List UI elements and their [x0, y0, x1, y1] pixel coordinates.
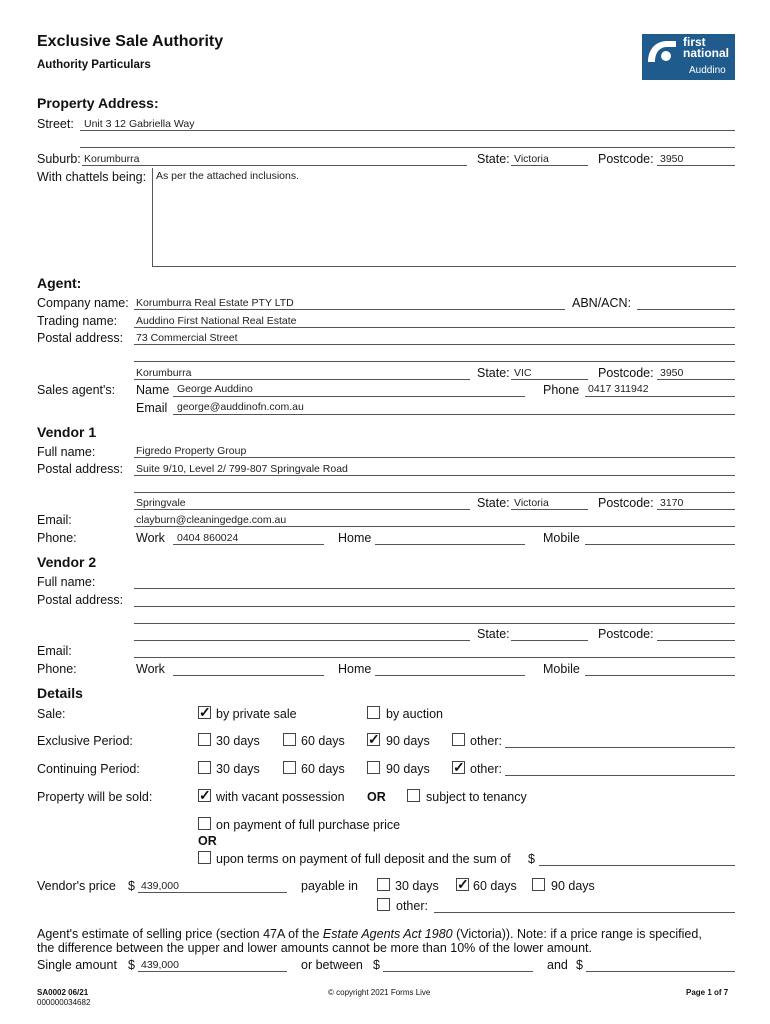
- street-label: Street:: [37, 117, 74, 131]
- continuing-other-label: other:: [470, 762, 502, 776]
- state-line: [511, 165, 588, 166]
- auction-checkbox[interactable]: [367, 706, 380, 719]
- private-sale-checkbox[interactable]: ✓: [199, 704, 211, 720]
- tenancy-label: subject to tenancy: [426, 790, 527, 804]
- agent-postal-label: Postal address:: [37, 331, 124, 345]
- company-line: [134, 309, 565, 310]
- agent-postal-line: [134, 344, 735, 345]
- vendor1-fullname-line: [134, 457, 735, 458]
- trading-field[interactable]: Auddino First National Real Estate: [136, 315, 297, 327]
- vendor1-postcode-label: Postcode:: [598, 496, 654, 510]
- exclusive-30-checkbox[interactable]: [198, 733, 211, 746]
- vendor2-fullname-label: Full name:: [37, 575, 96, 589]
- exclusive-90-checkbox[interactable]: ✓: [368, 731, 380, 747]
- exclusive-60-checkbox[interactable]: [283, 733, 296, 746]
- agent-phone-field[interactable]: 0417 311942: [588, 383, 649, 395]
- vendor1-home-label: Home: [338, 531, 372, 545]
- payable-60-checkbox[interactable]: ✓: [457, 876, 469, 892]
- continuing-30-checkbox[interactable]: [198, 761, 211, 774]
- between-label: or between: [301, 958, 363, 972]
- details-heading: Details: [37, 685, 83, 701]
- between-high-line[interactable]: [586, 971, 735, 972]
- agent-postal-line-2: [134, 361, 735, 362]
- vendor1-state-line: [511, 509, 588, 510]
- vendor2-suburb-line[interactable]: [134, 640, 470, 641]
- estimate-text-b: (Victoria)). Note: if a price range is specified,: [452, 927, 702, 941]
- agent-state-line: [511, 379, 588, 380]
- agent-name-field[interactable]: George Auddino: [177, 383, 253, 395]
- vendor1-postcode-field[interactable]: 3170: [660, 497, 684, 509]
- vendor2-mobile-label: Mobile: [543, 662, 580, 676]
- terms-checkbox[interactable]: [198, 851, 211, 864]
- vendor1-mobile-line[interactable]: [585, 544, 735, 545]
- single-amount-dollar: $: [128, 958, 135, 972]
- exclusive-other-label: other:: [470, 734, 502, 748]
- vendor2-postcode-label: Postcode:: [598, 627, 654, 641]
- terms-dollar: $: [528, 852, 535, 866]
- form-id: 000000034682: [37, 998, 91, 1007]
- continuing-period-label: Continuing Period:: [37, 762, 140, 776]
- estimate-text-line1: [37, 927, 702, 941]
- trading-line: [134, 327, 735, 328]
- or-label: OR: [367, 790, 386, 804]
- single-amount-line: [138, 971, 287, 972]
- estimate-text-line2: the difference between the upper and lower amounts cannot be more than 10% of the lower amount.: [37, 941, 592, 955]
- single-amount-field[interactable]: 439,000: [141, 959, 179, 971]
- vendor-price-line: [138, 892, 287, 893]
- payable-30-label: 30 days: [395, 879, 439, 893]
- and-dollar: $: [576, 958, 583, 972]
- exclusive-other-line[interactable]: [505, 747, 735, 748]
- vendor-price-field[interactable]: 439,000: [141, 880, 179, 892]
- continuing-90-label: 90 days: [386, 762, 430, 776]
- between-low-line[interactable]: [383, 971, 533, 972]
- form-code: SA0002 06/21: [37, 988, 89, 997]
- vendor2-phone-label: Phone:: [37, 662, 77, 676]
- street-line: [80, 130, 735, 131]
- vendor1-postal-field[interactable]: Suite 9/10, Level 2/ 799-807 Springvale Road: [136, 463, 348, 475]
- vendor1-state-label: State:: [477, 496, 510, 510]
- street-line-2: [80, 147, 735, 148]
- payable-90-checkbox[interactable]: [532, 878, 545, 891]
- form-subtitle: Authority Particulars: [37, 59, 151, 71]
- vendor2-home-line[interactable]: [375, 675, 525, 676]
- agent-email-line: [173, 414, 735, 415]
- vacant-possession-checkbox[interactable]: ✓: [199, 787, 211, 803]
- payable-other-line[interactable]: [434, 912, 735, 913]
- single-amount-label: Single amount: [37, 958, 117, 972]
- abn-label: ABN/ACN:: [572, 296, 632, 310]
- logo-mark-icon: [645, 38, 679, 68]
- postcode-line: [657, 165, 735, 166]
- vendor1-email-field[interactable]: clayburn@cleaningedge.com.au: [136, 514, 287, 526]
- continuing-30-label: 30 days: [216, 762, 260, 776]
- logo-text-first: first: [683, 35, 706, 49]
- exclusive-60-label: 60 days: [301, 734, 345, 748]
- logo-text-national: national: [683, 46, 730, 60]
- vendor2-state-line[interactable]: [511, 640, 588, 641]
- abn-line: [637, 309, 735, 310]
- and-label: and: [547, 958, 568, 972]
- vendor1-email-line: [134, 526, 735, 527]
- continuing-90-checkbox[interactable]: [367, 761, 380, 774]
- suburb-field[interactable]: Korumburra: [84, 153, 140, 165]
- vendor2-state-label: State:: [477, 627, 510, 641]
- vendor2-mobile-line[interactable]: [585, 675, 735, 676]
- vendor2-email-label: Email:: [37, 644, 72, 658]
- street-field[interactable]: Unit 3 12 Gabriella Way: [84, 118, 195, 130]
- suburb-label: Suburb:: [37, 152, 81, 166]
- vendor2-postal-line[interactable]: [134, 606, 735, 607]
- vendor2-postal-label: Postal address:: [37, 593, 124, 607]
- estimate-act: Estate Agents Act 1980: [322, 927, 453, 941]
- agent-postal-field[interactable]: 73 Commercial Street: [136, 332, 238, 344]
- continuing-60-checkbox[interactable]: [283, 761, 296, 774]
- chattels-label: With chattels being:: [37, 170, 147, 184]
- first-national-logo: [642, 34, 735, 80]
- vendor1-postcode-line: [657, 509, 735, 510]
- company-label: Company name:: [37, 296, 129, 310]
- state-label: State:: [477, 152, 510, 166]
- payable-60-label: 60 days: [473, 879, 517, 893]
- agent-name-label: Name: [136, 383, 170, 397]
- agent-heading: Agent:: [37, 275, 82, 291]
- payable-90-label: 90 days: [551, 879, 595, 893]
- property-sold-label: Property will be sold:: [37, 790, 153, 804]
- logo-text-auddino: Auddino: [689, 65, 726, 76]
- or-label-2: OR: [198, 834, 217, 848]
- agent-postcode-line: [657, 379, 735, 380]
- agent-email-label: Email: [136, 401, 168, 415]
- full-price-checkbox[interactable]: [198, 817, 211, 830]
- vendor2-postcode-line[interactable]: [657, 640, 735, 641]
- full-price-label: on payment of full purchase price: [216, 818, 401, 832]
- vendor1-work-label: Work: [136, 531, 165, 545]
- chattels-field[interactable]: As per the attached inclusions.: [156, 170, 300, 182]
- exclusive-30-label: 30 days: [216, 734, 260, 748]
- continuing-other-checkbox[interactable]: ✓: [453, 759, 465, 775]
- payable-other-label: other:: [396, 899, 428, 913]
- vendor1-work-line: [173, 544, 324, 545]
- vacant-possession-label: with vacant possession: [216, 790, 345, 804]
- vendor1-state-field[interactable]: Victoria: [514, 497, 549, 509]
- vendor1-home-line[interactable]: [375, 544, 525, 545]
- vendor1-work-field[interactable]: 0404 860024: [177, 532, 239, 544]
- chattels-box[interactable]: [152, 168, 736, 267]
- between-dollar: $: [373, 958, 380, 972]
- state-field[interactable]: Victoria: [514, 153, 549, 165]
- vendor2-email-line[interactable]: [134, 657, 735, 658]
- postcode-field[interactable]: 3950: [660, 153, 684, 165]
- auction-label: by auction: [386, 707, 443, 721]
- agent-name-line: [173, 396, 525, 397]
- agent-phone-label: Phone: [543, 383, 580, 397]
- vendor-price-label: Vendor's price: [37, 879, 116, 893]
- vendor1-postal-line-2: [134, 492, 735, 493]
- payable-label: payable in: [301, 879, 358, 893]
- copyright: © copyright 2021 Forms Live: [328, 988, 431, 997]
- estimate-text-a: Agent's estimate of selling price (section 47A of the: [37, 927, 323, 941]
- exclusive-other-checkbox[interactable]: [452, 733, 465, 746]
- vendor1-fullname-label: Full name:: [37, 445, 96, 459]
- vendor2-home-label: Home: [338, 662, 372, 676]
- agent-postcode-field[interactable]: 3950: [660, 367, 684, 379]
- postcode-label: Postcode:: [598, 152, 654, 166]
- terms-label: upon terms on payment of full deposit and the sum of: [216, 852, 511, 866]
- vendor2-postal-line-2[interactable]: [134, 623, 735, 624]
- continuing-other-line[interactable]: [505, 775, 735, 776]
- vendor1-email-label: Email:: [37, 513, 72, 527]
- suburb-line: [82, 165, 467, 166]
- vendor1-mobile-label: Mobile: [543, 531, 580, 545]
- exclusive-period-label: Exclusive Period:: [37, 734, 133, 748]
- payable-other-checkbox[interactable]: [377, 898, 390, 911]
- terms-sum-line[interactable]: [539, 865, 735, 866]
- vendor1-postal-label: Postal address:: [37, 462, 124, 476]
- continuing-60-label: 60 days: [301, 762, 345, 776]
- sales-agent-label: Sales agent's:: [37, 383, 116, 397]
- company-field[interactable]: Korumburra Real Estate PTY LTD: [136, 297, 294, 309]
- payable-30-checkbox[interactable]: [377, 878, 390, 891]
- agent-postcode-label: Postcode:: [598, 366, 654, 380]
- vendor1-fullname-field[interactable]: Figredo Property Group: [136, 445, 247, 457]
- vendor2-work-label: Work: [136, 662, 165, 676]
- form-title: Exclusive Sale Authority: [37, 33, 224, 50]
- vendor2-fullname-line[interactable]: [134, 588, 735, 589]
- vendor1-phone-label: Phone:: [37, 531, 77, 545]
- vendor2-heading: Vendor 2: [37, 554, 97, 570]
- sale-label: Sale:: [37, 707, 66, 721]
- page-number: Page 1 of 7: [686, 988, 729, 997]
- trading-label: Trading name:: [37, 314, 118, 328]
- vendor1-suburb-field[interactable]: Springvale: [136, 497, 186, 509]
- agent-email-field[interactable]: george@auddinofn.com.au: [177, 401, 304, 413]
- exclusive-90-label: 90 days: [386, 734, 430, 748]
- vendor-price-dollar: $: [128, 879, 135, 893]
- vendor1-postal-line: [134, 475, 735, 476]
- private-sale-label: by private sale: [216, 707, 297, 721]
- agent-suburb-field[interactable]: Korumburra: [136, 367, 192, 379]
- agent-state-field[interactable]: VIC: [514, 367, 532, 379]
- agent-phone-line: [585, 396, 735, 397]
- tenancy-checkbox[interactable]: [407, 789, 420, 802]
- vendor1-heading: Vendor 1: [37, 424, 97, 440]
- vendor1-suburb-line: [134, 509, 470, 510]
- agent-state-label: State:: [477, 366, 510, 380]
- property-heading: Property Address:: [37, 95, 159, 111]
- agent-suburb-line: [134, 379, 470, 380]
- vendor2-work-line[interactable]: [173, 675, 324, 676]
